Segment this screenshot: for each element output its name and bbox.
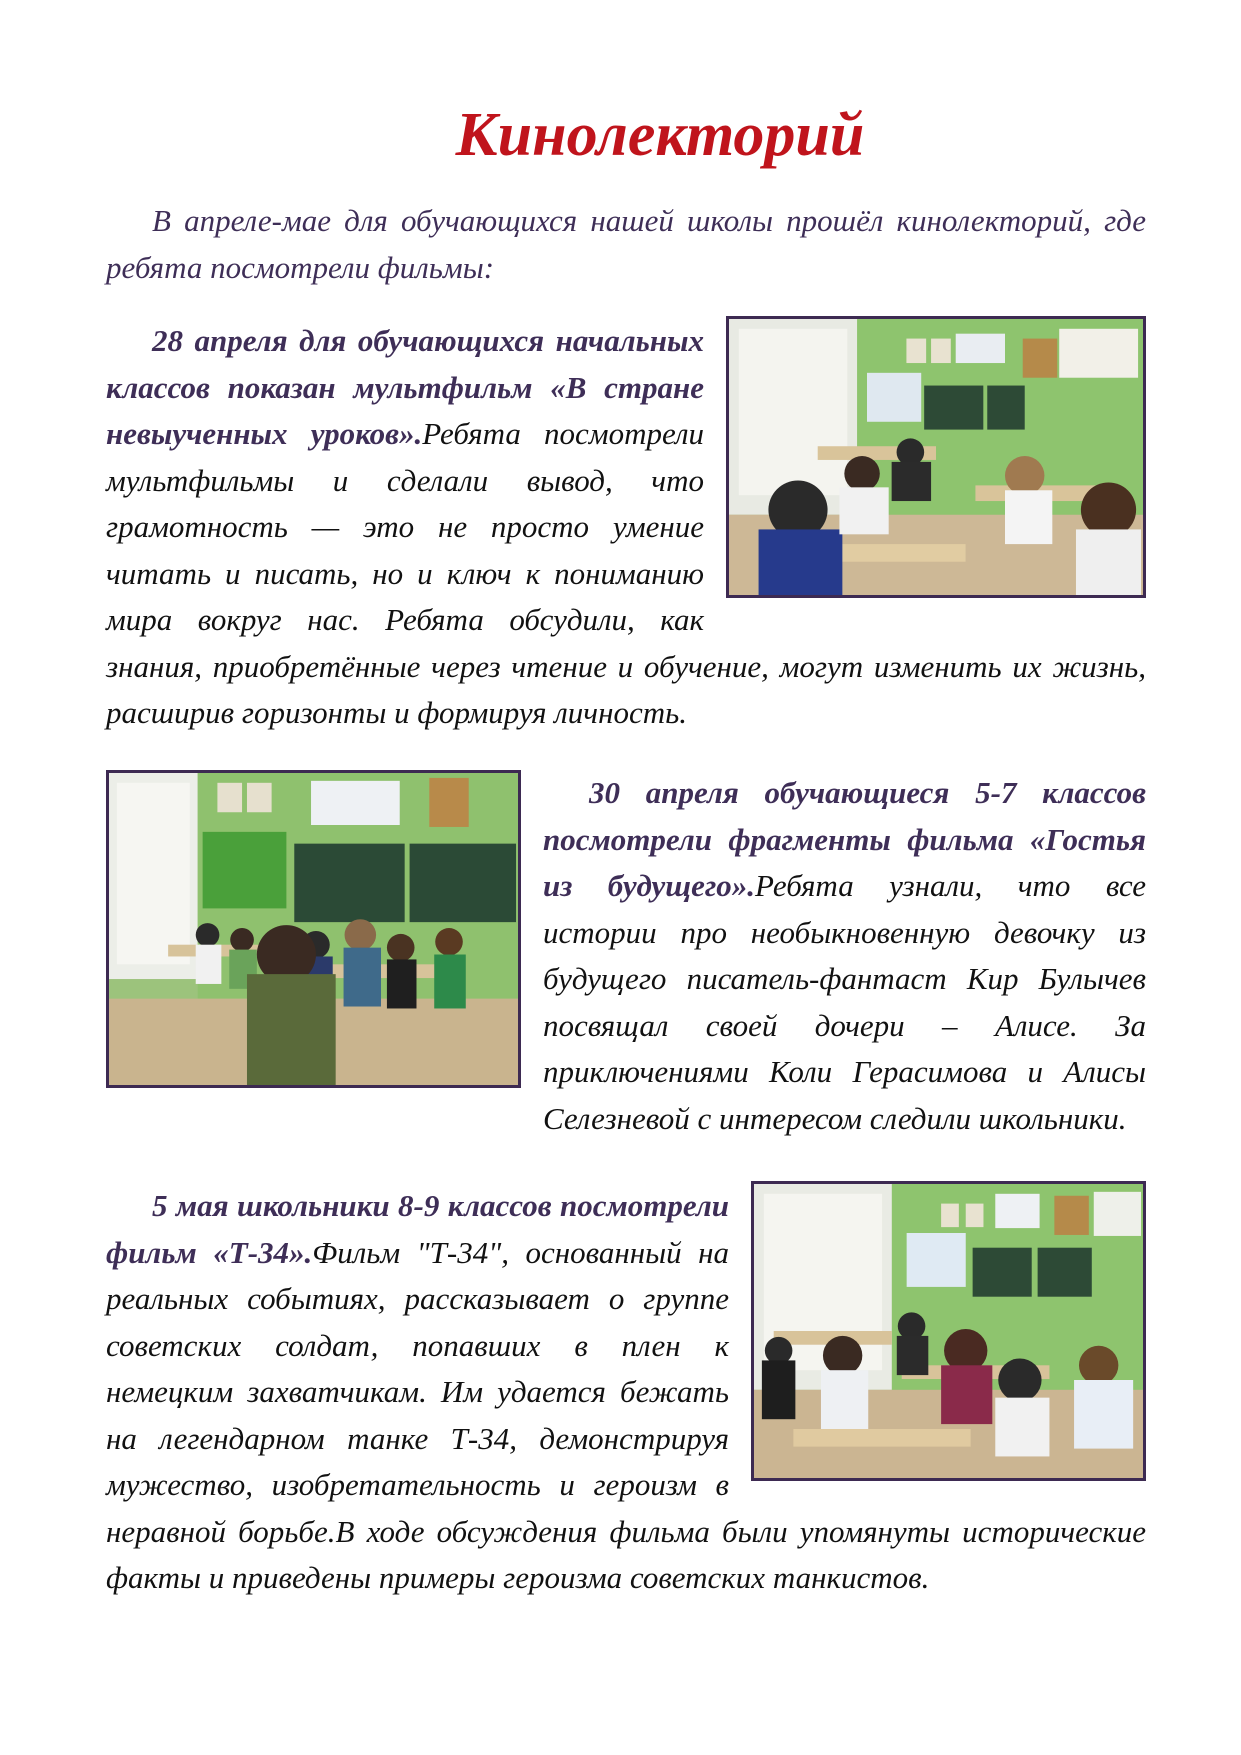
section-3 xyxy=(106,1183,1146,1602)
section-2 xyxy=(106,770,1146,1142)
page-title: Кинолекторий xyxy=(455,101,865,169)
section-1-highlight: 28 апреля для обучающихся начальных классов показан мультфильм «В стране невыученных уроков». xyxy=(106,323,704,451)
classroom-photo-1 xyxy=(726,316,1146,598)
section-3-body: Фильм "Т-34", основанный на реальных событиях, рассказывает о группе советских солдат, попавших в плен к немецким захватчикам. Им удается бежать на легендарном танке Т-34, демонстрируя мужество, изобретательность и героизм в неравной борьбе.В ходе обсуждения фильма были упомянуты исторические факты и приведены примеры героизма советских танкистов. xyxy=(106,1234,1146,1595)
section-1-body: Ребята посмотрели мультфильмы и сделали вывод, что грамотность — это не просто умение читать и писать, но и ключ к пониманию мира вокруг нас. Ребята обсудили, как знания, приобретённые через чтение и обучение, могут изменить их жизнь, расширив горизонты и формируя личность. xyxy=(106,416,1146,730)
section-2-highlight: 30 апреля обучающиеся 5-7 классов посмотрели фрагменты фильма «Гостья из будущего». xyxy=(543,775,1146,903)
intro-paragraph: В апреле-мае для обучающихся нашей школы прошёл кинолекторий, где ребята посмотрели фильмы: xyxy=(106,203,1146,285)
section-1 xyxy=(106,318,1146,737)
classroom-photo-2 xyxy=(106,770,521,1088)
section-2-body: Ребята узнали, что все истории про необыкновенную девочку из будущего писатель-фантаст Кир Булычев посвящал своей дочери – Алисе. За приключениями Коли Герасимова и Алисы Селезневой с интересом следили школьники. xyxy=(543,868,1146,1136)
classroom-photo-3 xyxy=(751,1181,1146,1481)
section-3-highlight: 5 мая школьники 8-9 классов посмотрели фильм «Т-34». xyxy=(106,1188,729,1270)
